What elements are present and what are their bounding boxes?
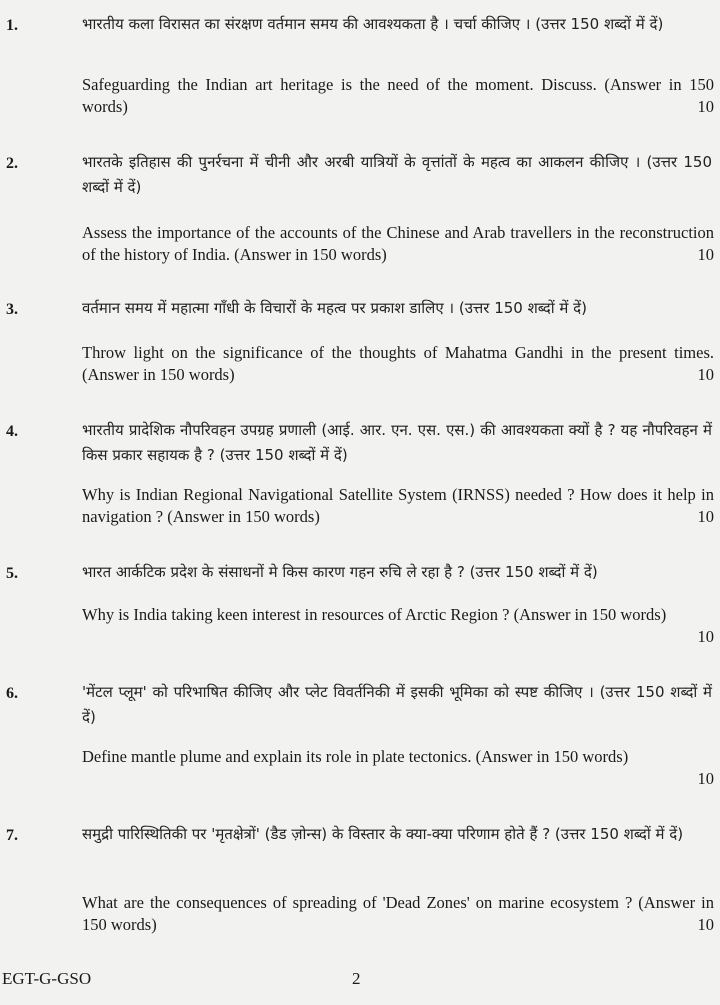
question-english-text: Assess the importance of the accounts of the Chinese and Arab travellers in the reconstruction of the history of India. (Answer in 150 words) xyxy=(82,223,714,264)
question-number: 7. xyxy=(6,827,18,844)
question-hindi-text: भारत आर्कटिक प्रदेश के संसाधनों मे किस कारण गहन रुचि ले रहा है ? (उत्तर 150 शब्दों में दें) xyxy=(82,563,598,581)
question-english-text: Define mantle plume and explain its role in plate tectonics. (Answer in 150 words) xyxy=(82,747,629,766)
question-marks: 10 xyxy=(697,915,714,934)
question-marks: 10 xyxy=(697,97,714,116)
question-english-text: What are the consequences of spreading of 'Dead Zones' on marine ecosystem ? (Answer in 150 words) xyxy=(82,893,714,934)
question-number: 5. xyxy=(6,565,18,582)
question-hindi-text: वर्तमान समय में महात्मा गाँधी के विचारों के महत्व पर प्रकाश डालिए । (उत्तर 150 शब्दों में दें) xyxy=(82,299,587,317)
question-number: 6. xyxy=(6,685,18,702)
page-number: 2 xyxy=(352,969,361,988)
question-hindi-text: भारतके इतिहास की पुनर्रचना में चीनी और अरबी यात्रियों के वृत्तांतों के महत्व का आकलन कीजिए । (उत्तर 150 शब्दों में दें) xyxy=(82,153,712,196)
question-english-text: Why is India taking keen interest in resources of Arctic Region ? (Answer in 150 words) xyxy=(82,605,667,624)
question-marks: 10 xyxy=(697,245,714,264)
question-number: 4. xyxy=(6,423,18,440)
question-marks: 10 xyxy=(697,769,714,788)
question-number: 3. xyxy=(6,301,18,318)
question-number: 2. xyxy=(6,155,18,172)
question-english-text: Why is Indian Regional Navigational Satellite System (IRNSS) needed ? How does it help in navigation ? (Answer in 150 words) xyxy=(82,485,714,526)
question-hindi-text: भारतीय प्रादेशिक नौपरिवहन उपग्रह प्रणाली (आई. आर. एन. एस. एस.) की आवश्यकता क्यों है ? यह नौपरिवहन में किस प्रकार सहायक है ? (उत्तर 150 शब्दों में दें) xyxy=(82,421,712,464)
question-hindi-text: 'मेंटल प्लूम' को परिभाषित कीजिए और प्लेट विवर्तनिकी में इसकी भूमिका को स्पष्ट कीजिए । (उत्तर 150 शब्दों में दें) xyxy=(82,683,712,726)
question-hindi-text: भारतीय कला विरासत का संरक्षण वर्तमान समय की आवश्यकता है । चर्चा कीजिए । (उत्तर 150 शब्दों में दें) xyxy=(82,15,664,33)
question-hindi-text: समुद्री पारिस्थितिकी पर 'मृतक्षेत्रों' (डैड ज़ोन्स) के विस्तार के क्या-क्या परिणाम होते हैं ? (उत्तर 150 शब्दों में दें) xyxy=(82,825,684,843)
question-english-text: Safeguarding the Indian art heritage is the need of the moment. Discuss. (Answer in 150 words) xyxy=(82,75,714,116)
paper-code: EGT-G-GSO xyxy=(2,969,92,988)
question-english-text: Throw light on the significance of the thoughts of Mahatma Gandhi in the present times. (Answer in 150 words) xyxy=(82,343,714,384)
question-marks: 10 xyxy=(697,627,714,646)
question-marks: 10 xyxy=(697,365,714,384)
question-marks: 10 xyxy=(697,507,714,526)
question-number: 1. xyxy=(6,17,18,34)
